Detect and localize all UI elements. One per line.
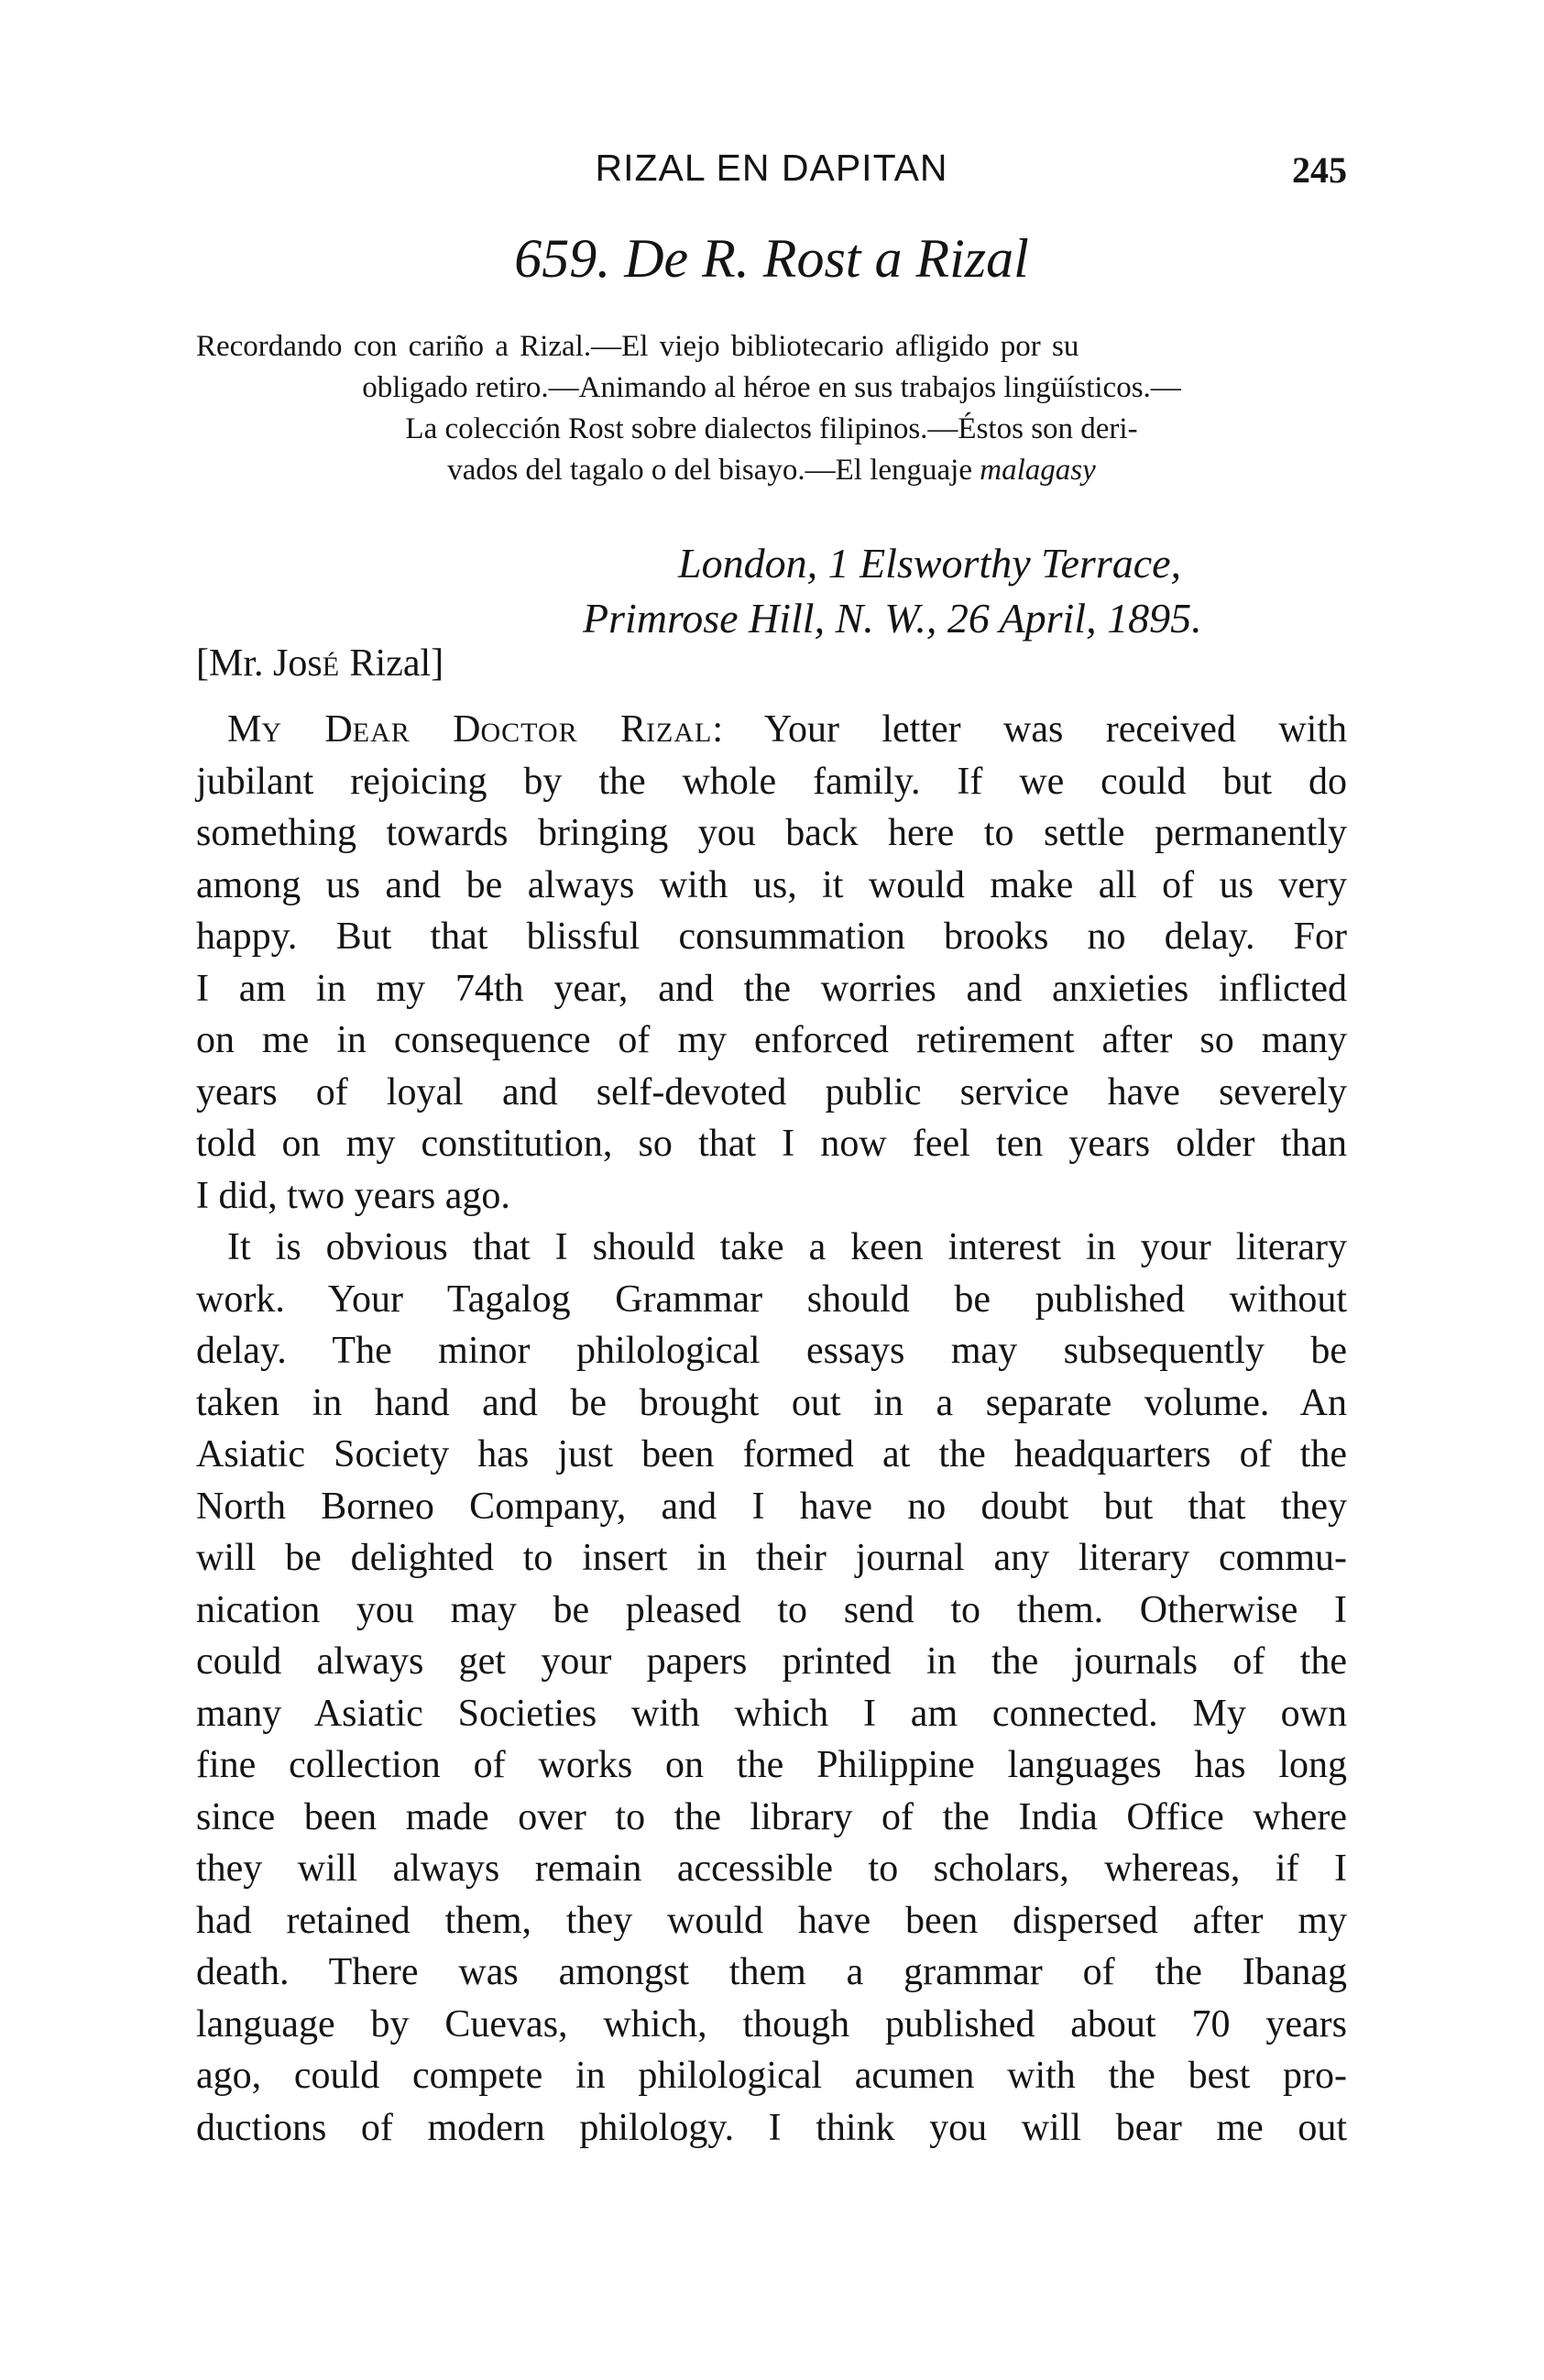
- body-line: I did, two years ago.: [196, 1174, 510, 1217]
- body-line: North Borneo Company, and I have no doubt but that they: [196, 1485, 1347, 1528]
- body-line: work. Your Tagalog Grammar should be published without: [196, 1278, 1347, 1321]
- recipient-rest: Rizal]: [340, 642, 444, 685]
- letter-title: 659. De R. Rost a Rizal: [514, 228, 1029, 289]
- body-line: delay. The minor philological essays may subsequently be: [196, 1330, 1347, 1372]
- body-line: ductions of modern philology. I think you will bear me out: [196, 2106, 1347, 2149]
- body-line: among us and be always with us, it would make all of us very: [196, 863, 1347, 906]
- salutation-octor: OCTOR: [480, 718, 578, 748]
- body-line: Asiatic Society has just been formed at the headquarters of the: [196, 1433, 1347, 1475]
- body-line: language by Cuevas, which, though published about 70 years: [196, 2002, 1347, 2045]
- body-line: many Asiatic Societies with which I am connected. My own: [196, 1692, 1347, 1735]
- summary-line: [196, 450, 1347, 491]
- salutation-d: D: [324, 708, 353, 751]
- body-line: ago, could compete in philological acumen with the best pro-: [196, 2055, 1347, 2097]
- salutation-r: R: [620, 708, 647, 751]
- body-line: fine collection of works on the Philippine languages has long: [196, 1744, 1347, 1786]
- summary-line-italic: malagasy: [980, 454, 1096, 487]
- body-line: happy. But that blissful consummation brooks no delay. For: [196, 916, 1347, 958]
- summary-line: La colección Rost sobre dialectos filipinos.—Éstos son deri-: [405, 412, 1138, 445]
- running-head-title: RIZAL EN DAPITAN: [595, 147, 948, 189]
- salutation-ear: EAR: [352, 718, 411, 748]
- summary-line-text: vados del tagalo o del bisayo.—El lenguaje: [447, 454, 972, 487]
- address-line: London, 1 Elsworthy Terrace,: [678, 540, 1182, 587]
- letter-address: [513, 536, 1347, 646]
- recipient-open: [Mr. Jos: [196, 642, 323, 685]
- recipient-accent: É: [322, 652, 341, 682]
- running-head: [196, 147, 1347, 202]
- summary-line: obligado retiro.—Animando al héroe en sus trabajos lingüísticos.—: [362, 371, 1181, 404]
- recipient-name: [196, 642, 443, 685]
- letter-summary: [196, 326, 1347, 491]
- body-line: told on my constitution, so that I now feel ten years older than: [196, 1123, 1347, 1165]
- body-line: they will always remain accessible to scholars, whereas, if I: [196, 1848, 1347, 1890]
- salutation-izal: IZAL: [646, 718, 713, 748]
- body-line: I am in my 74th year, and the worries and anxieties inflicted: [196, 967, 1347, 1010]
- body-line: death. There was amongst them a grammar of the Ibanag: [196, 1951, 1347, 1993]
- address-date-line: Primrose Hill, N. W., 26 April, 1895.: [583, 595, 1202, 642]
- letter-body: [196, 704, 1347, 2154]
- body-line: could always get your papers printed in the journals of the: [196, 1640, 1347, 1683]
- body-line: It is obvious that I should take a keen interest in your literary: [227, 1226, 1347, 1268]
- body-line: something towards bringing you back here to settle permanently: [196, 812, 1347, 854]
- salutation-m: M: [227, 708, 262, 751]
- salutation-y: Y: [261, 718, 283, 748]
- body-line: jubilant rejoicing by the whole family. If we could but do: [196, 760, 1347, 803]
- body-line: had retained them, they would have been dispersed after my: [196, 1899, 1347, 1942]
- body-line: years of loyal and self-devoted public service have severely: [196, 1070, 1347, 1113]
- salutation-d2: D: [453, 708, 481, 751]
- summary-line: Recordando con cariño a Rizal.—El viejo bibliotecario afligido por su: [196, 330, 1079, 363]
- body-line: will be delighted to insert in their journal any literary commu-: [196, 1537, 1347, 1579]
- page-number: 245: [1292, 149, 1347, 191]
- body-line: since been made over to the library of the India Office where: [196, 1795, 1347, 1838]
- body-line: on me in consequence of my enforced retirement after so many: [196, 1019, 1347, 1061]
- salutation-line: [196, 704, 1347, 756]
- body-line: nication you may be pleased to send to them. Otherwise I: [196, 1588, 1347, 1631]
- salutation-rest: : Your letter was received with: [712, 708, 1348, 751]
- body-line: taken in hand and be brought out in a separate volume. An: [196, 1381, 1347, 1424]
